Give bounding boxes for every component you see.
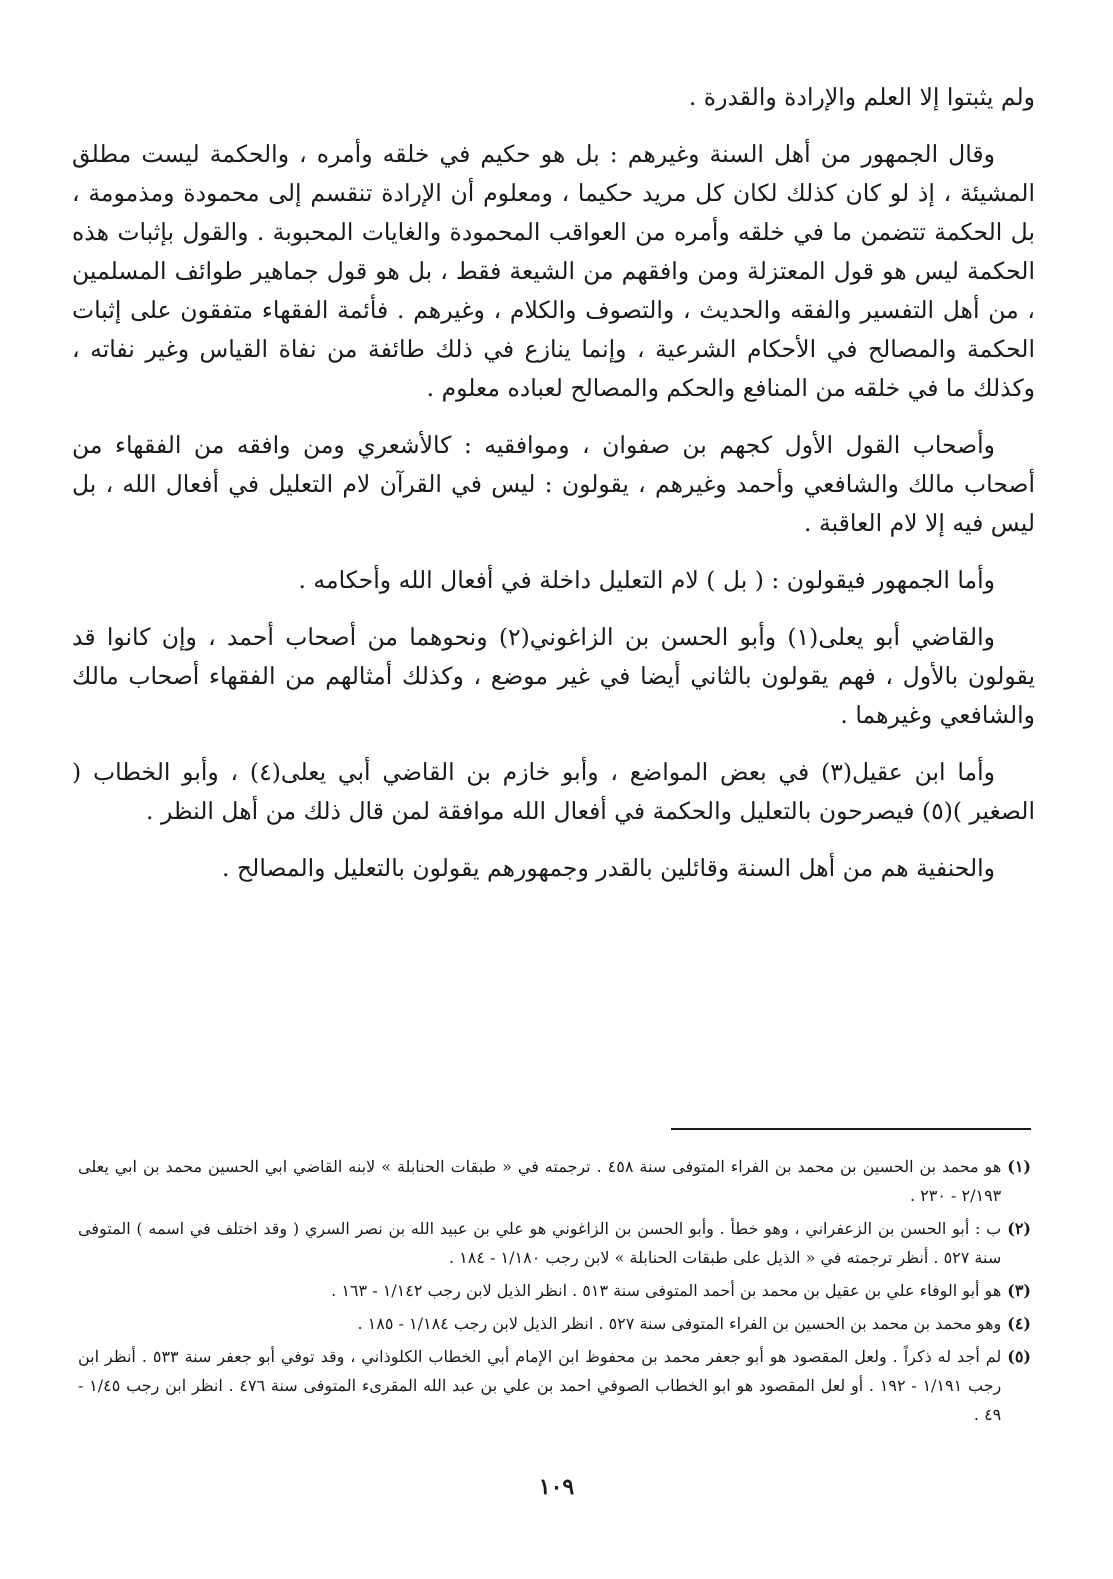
footnote-number: (٣) bbox=[1007, 1281, 1031, 1300]
footnote-2 bbox=[78, 1214, 1031, 1272]
separator-line bbox=[671, 1128, 1031, 1130]
footnote-separator bbox=[671, 1128, 1031, 1130]
paragraph-1: ولم يثبتوا إلا العلم والإرادة والقدرة . bbox=[688, 83, 1035, 111]
footnote-number: (٢) bbox=[1007, 1219, 1031, 1238]
page-number: ١٠٩ bbox=[538, 1474, 575, 1500]
paragraph-5: والقاضي أبو يعلى(١) وأبو الحسن بن الزاغوني(٢) ونحوهما من أصحاب أحمد ، وإن كانوا قد يقولون بالأول ، فهم يقولون بالثاني أيضا في غير موضع ، وكذلك أمثالهم من الفقهاء أصحاب مالك والشافعي وغيرهما . bbox=[72, 623, 1035, 729]
footnotes bbox=[78, 1152, 1031, 1433]
footnote-1 bbox=[78, 1152, 1031, 1210]
paragraph-3: وأصحاب القول الأول كجهم بن صفوان ، وموافقيه : كالأشعري ومن وافقه من الفقهاء من أصحاب مالك والشافعي وأحمد وغيرهم ، يقولون : ليس في القرآن لام التعليل في أفعال الله ، بل ليس فيه إلا لام العاقبة . bbox=[72, 431, 1035, 537]
paragraph-7: والحنفية هم من أهل السنة وقائلين بالقدر وجمهورهم يقولون بالتعليل والمصالح . bbox=[222, 854, 995, 882]
footnote-number: (١) bbox=[1007, 1157, 1031, 1176]
paragraph-4: وأما الجمهور فيقولون : ( بل ) لام التعليل داخلة في أفعال الله وأحكامه . bbox=[298, 566, 995, 594]
footnote-text: هو أبو الوفاء علي بن عقيل بن محمد بن أحمد المتوفى سنة ٥١٣ . انظر الذيل لابن رجب ١/١٤٢ - ١٦٣ . bbox=[331, 1281, 1002, 1300]
footnote-4 bbox=[78, 1309, 1031, 1338]
footnote-5 bbox=[78, 1342, 1031, 1429]
footnote-3 bbox=[78, 1276, 1031, 1305]
paragraph-6: وأما ابن عقيل(٣) في بعض المواضع ، وأبو خازم بن القاضي أبي يعلى(٤) ، وأبو الخطاب ( الصغير )(٥) فيصرحون بالتعليل والحكمة في أفعال الله موافقة لمن قال ذلك من أهل النظر . bbox=[72, 758, 1035, 825]
footnote-text: ب : أبو الحسن بن الزعفراني ، وهو خطأ . وأبو الحسن بن الزاغوني هو علي بن عبيد الله بن نصر السري ( وقد اختلف في اسمه ) المتوفى سنة ٥٢٧ . أنظر ترجمته في « الذيل على طبقات الحنابلة » لابن رجب ١/١٨٠ - ١٨٤ . bbox=[78, 1219, 1002, 1267]
footnote-number: (٤) bbox=[1007, 1314, 1031, 1333]
main-text bbox=[72, 78, 1035, 906]
footnote-text: هو محمد بن الحسين بن محمد بن الفراء المتوفى سنة ٤٥٨ . ترجمته في « طبقات الحنابلة » لابنه القاضي ابي الحسين محمد بن ابي يعلى ٢/١٩٣ - ٢٣٠ . bbox=[78, 1157, 1002, 1205]
paragraph-2: وقال الجمهور من أهل السنة وغيرهم : بل هو حكيم في خلقه وأمره ، والحكمة ليست مطلق المشيئة ، إذ لو كان كذلك لكان كل مريد حكيما ، ومعلوم أن الإرادة تنقسم إلى محمودة ومذمومة ، بل الحكمة تتضمن ما في خلقه وأمره من العواقب المحمودة والغايات المحبوبة . والقول بإثبات هذه الحكمة ليس هو قول المعتزلة ومن وافقهم من الشيعة فقط ، بل هو قول جماهير طوائف المسلمين ، من أهل التفسير والفقه والحديث ، والتصوف والكلام ، وغيرهم . فأئمة الفقهاء متفقون على إثبات الحكمة والمصالح في الأحكام الشرعية ، وإنما ينازع في ذلك طائفة من نفاة القياس وغير نفاته ، وكذلك ما في خلقه من المنافع والحكم والمصالح لعباده معلوم . bbox=[72, 140, 1035, 402]
footnote-text: لم أجد له ذكراً . ولعل المقصود هو أبو جعفر محمد بن محفوظ ابن الإمام أبي الخطاب الكلوذاني ، وقد توفي أبو جعفر سنة ٥٣٣ . أنظر ابن رجب ١/١٩١ - ١٩٢ . أو لعل المقصود هو ابو الخطاب الصوفي احمد بن علي بن عبد الله المقرىء المتوفى سنة ٤٧٦ . انظر ابن رجب ١/٤٥ - ٤٩ . bbox=[78, 1347, 1002, 1424]
footnote-text: وهو محمد بن محمد بن الحسين بن الفراء المتوفى سنة ٥٢٧ . انظر الذيل لابن رجب ١/١٨٤ - ١٨٥ . bbox=[357, 1314, 1002, 1333]
footnote-number: (٥) bbox=[1007, 1347, 1031, 1366]
